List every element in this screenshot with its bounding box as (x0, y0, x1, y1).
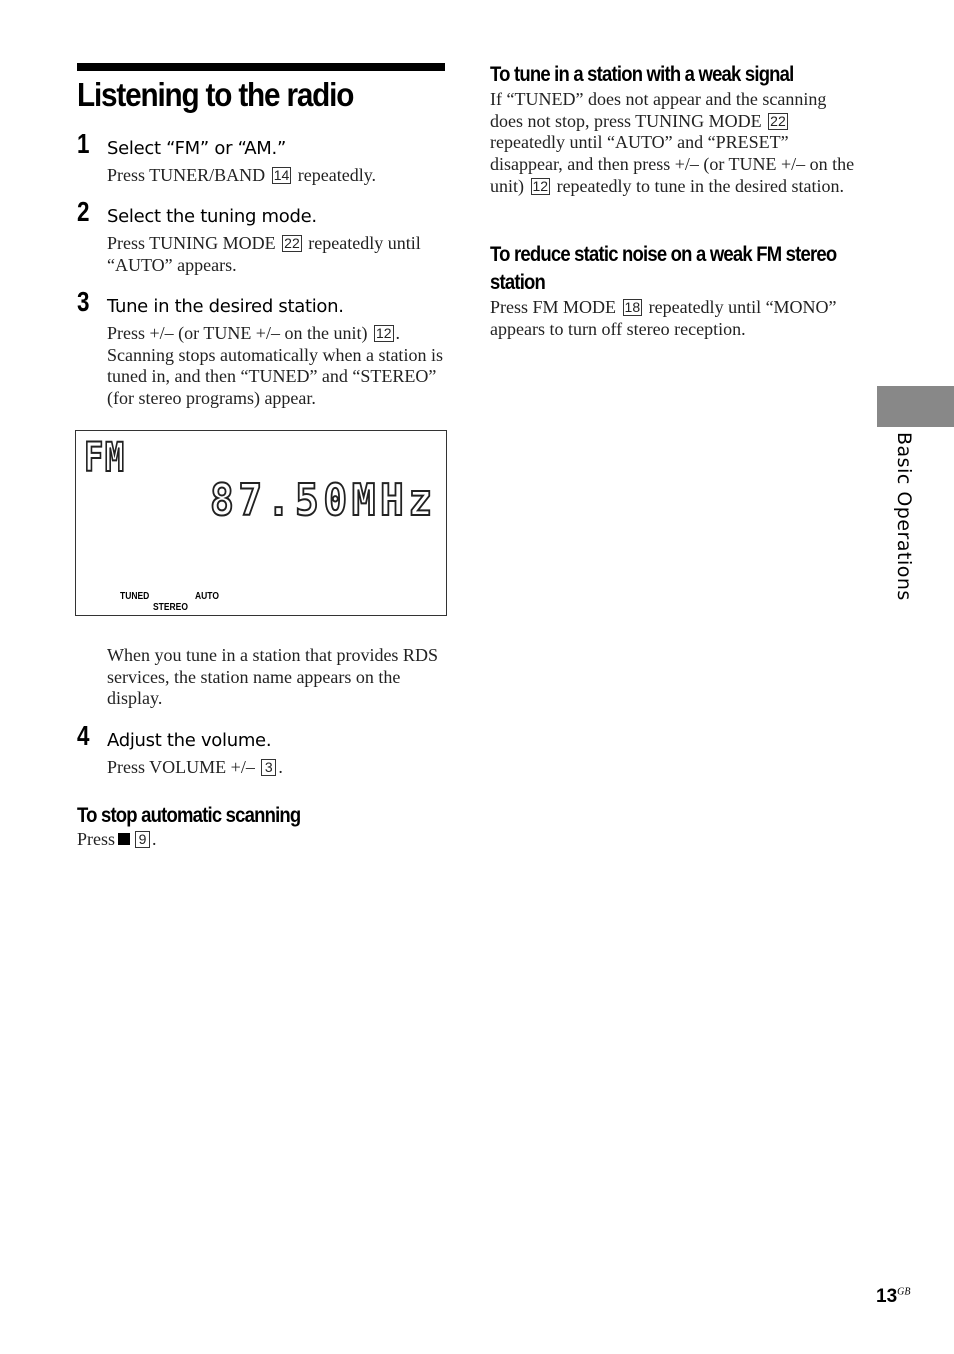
step-4-heading: Adjust the volume. (107, 730, 272, 751)
title-rule (77, 63, 445, 71)
page-title: Listening to the radio (77, 76, 354, 113)
key-12: 12 (532, 177, 549, 194)
static-noise-body: Press FM MODE 18 repeatedly until “MONO” appears to turn off stereo reception. (490, 297, 837, 339)
step-3-number: 3 (77, 286, 90, 317)
step-2-heading: Select the tuning mode. (107, 206, 317, 227)
section-tab-label: Basic Operations (893, 432, 915, 601)
stop-scanning-heading: To stop automatic scanning (77, 804, 301, 827)
key-3: 3 (261, 759, 276, 776)
stop-icon (118, 833, 130, 845)
step-4-body: Press VOLUME +/– 3 . (107, 757, 283, 777)
step-2-number: 2 (77, 196, 90, 227)
weak-signal-heading: To tune in a station with a weak signal (490, 63, 794, 86)
key-18: 18 (624, 299, 641, 315)
page-number: $13^{GB}$ (876, 1286, 911, 1307)
indicator-tuned: TUNED (120, 591, 150, 602)
section-tab-marker (877, 386, 954, 427)
step-3-body: Press +/– (or TUNE +/– on the unit) 12 . Scanning stops automatically when a station is tuned in, and then “TUNED” and “STEREO” (for stereo programs) appear. (107, 323, 443, 409)
key-9: 9 (135, 831, 150, 848)
step-2-body: Press TUNING MODE 22 repeatedly until “AUTO” appears. (107, 233, 421, 275)
step-1-body: Press TUNER/BAND 14 repeatedly. (107, 165, 377, 185)
radio-display (75, 430, 447, 616)
key-12: 12 (375, 325, 392, 341)
step-3-heading: Tune in the desired station. (107, 296, 344, 317)
stop-scanning-body: Press 9 . (77, 829, 157, 849)
rds-note: When you tune in a station that provides RDS services, the station name appears on the display. (107, 645, 438, 709)
step-1-heading: Select “FM” or “AM.” (107, 138, 286, 159)
weak-signal-body: If “TUNED” does not appear and the scanning does not stop, press TUNING MODE 22 repeatedly until “AUTO” and “PRESET” disappear, and then press +/– (or TUNE +/– on the unit) 12 repeatedly to tune in the desired station. (490, 89, 855, 196)
step-4-number: 4 (77, 720, 90, 751)
key-22: 22 (770, 112, 786, 129)
static-noise-heading: To reduce static noise on a weak FM stereo station (490, 243, 837, 294)
indicator-auto: AUTO (195, 591, 219, 602)
display-band: FM (84, 435, 126, 481)
display-frequency: 87.50MHz (210, 475, 437, 526)
indicator-stereo: STEREO (153, 602, 188, 613)
step-1-number: 1 (77, 128, 90, 159)
key-22: 22 (284, 235, 300, 251)
key-14: 14 (273, 167, 290, 183)
